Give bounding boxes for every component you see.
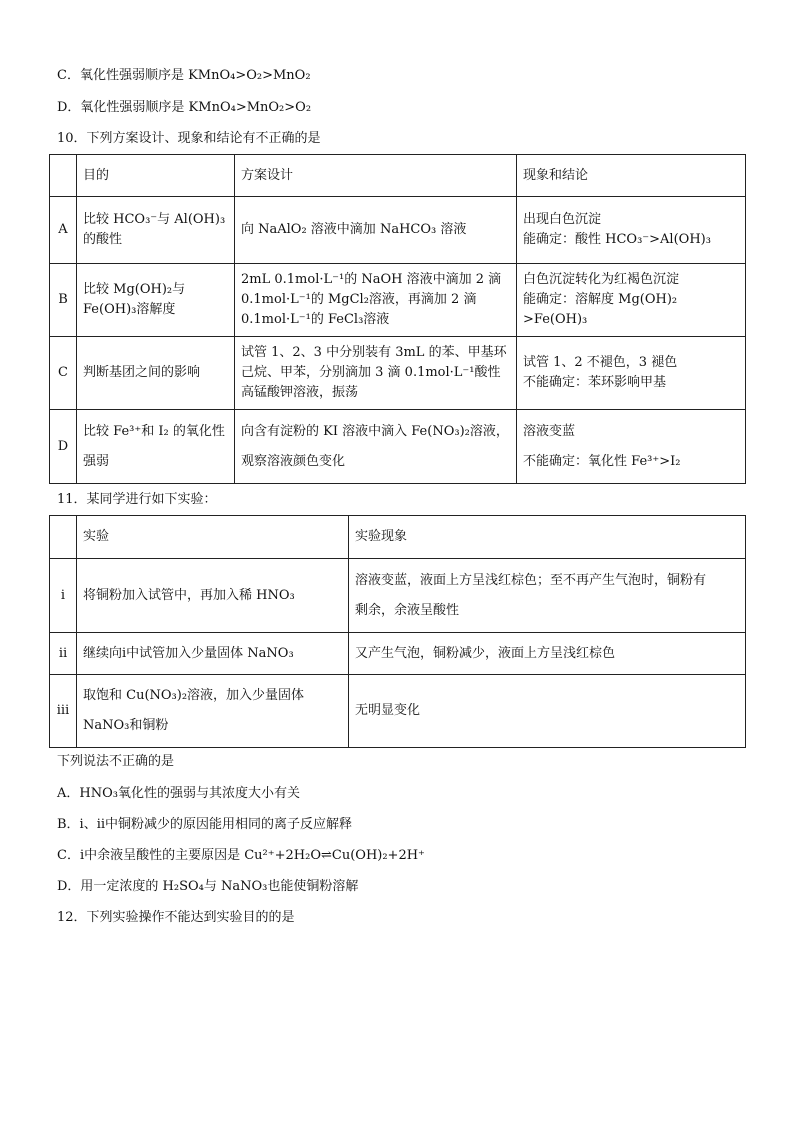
cell-line: 高锰酸钾溶液，振荡 (241, 385, 359, 400)
table-row (50, 337, 746, 410)
row-label: ⅱ (50, 633, 77, 675)
row-label: A (50, 197, 77, 264)
experiment-cell (77, 559, 349, 633)
cell-line: NaNO₃和铜粉 (83, 718, 169, 733)
q11-table (49, 515, 746, 748)
experiment-cell (77, 675, 349, 748)
q10-table (49, 154, 746, 484)
design-cell (235, 337, 517, 410)
row-label: ⅲ (50, 675, 77, 748)
cell-line: 观察溶液颜色变化 (241, 453, 346, 469)
cell-line: 无明显变化 (355, 703, 421, 718)
table-row (50, 264, 746, 337)
cell-line: 出现白色沉淀 (523, 212, 602, 227)
q11-header-blank (50, 516, 77, 559)
question-12-stem: 12．下列实验操作不能达到实验目的的是 (57, 910, 295, 925)
cell-line: 比较 Fe³⁺和 I₂ 的氧化性 (83, 423, 225, 439)
q11-option-d: D．用一定浓度的 H₂SO₄与 NaNO₃也能使铜粉溶解 (57, 879, 359, 894)
cell-line: 不能确定：苯环影响甲基 (523, 375, 667, 390)
table-row (50, 559, 746, 633)
cell-line: >Fe(OH)₃ (523, 312, 588, 327)
cell-line: 白色沉淀转化为红褐色沉淀 (523, 272, 680, 287)
q11-header-phenomenon: 实验现象 (349, 516, 746, 559)
row-label: ⅰ (50, 559, 77, 633)
result-cell (517, 337, 746, 410)
cell-line: 的酸性 (83, 232, 123, 247)
q10-header-result: 现象和结论 (517, 155, 746, 197)
table-row (50, 410, 746, 484)
purpose-cell (77, 410, 235, 484)
phenomenon-cell (349, 559, 746, 633)
q11-option-c: C．ⅰ中余液呈酸性的主要原因是 Cu²⁺+2H₂O⇌Cu(OH)₂+2H⁺ (57, 848, 425, 863)
q10-header-blank (50, 155, 77, 197)
question-10-stem: 10．下列方案设计、现象和结论有不正确的是 (57, 131, 321, 146)
cell-line: 2mL 0.1mol·L⁻¹的 NaOH 溶液中滴加 2 滴 (241, 272, 502, 287)
cell-line: 溶液变蓝 (523, 423, 576, 439)
purpose-cell (77, 197, 235, 264)
q10-header-design: 方案设计 (235, 155, 517, 197)
q11-option-b: B．ⅰ、ⅱ中铜粉减少的原因能用相同的离子反应解释 (57, 817, 353, 832)
cell-line: 取饱和 Cu(NO₃)₂溶液，加入少量固体 (83, 688, 305, 703)
experiment-cell (77, 633, 349, 675)
question-11-stem: 11．某同学进行如下实验： (57, 492, 217, 507)
row-label: D (50, 410, 77, 484)
cell-line: 试管 1、2、3 中分别装有 3mL 的苯、甲基环 (241, 345, 507, 360)
cell-line: 将铜粉加入试管中，再加入稀 HNO₃ (83, 587, 295, 603)
q11-header-row (50, 516, 746, 559)
cell-line: 试管 1、2 不褪色，3 褪色 (523, 355, 678, 370)
purpose-cell (77, 264, 235, 337)
design-cell (235, 197, 517, 264)
q11-question: 下列说法不正确的是 (57, 754, 175, 769)
cell-line: 不能确定：氧化性 Fe³⁺>I₂ (523, 453, 681, 469)
option-d-q9: D．氧化性强弱顺序是 KMnO₄>MnO₂>O₂ (57, 100, 312, 115)
cell-line: 继续向ⅰ中试管加入少量固体 NaNO₃ (83, 645, 294, 661)
cell-line: 比较 Mg(OH)₂与 (83, 282, 186, 297)
table-row (50, 675, 746, 748)
row-label: B (50, 264, 77, 337)
result-cell (517, 197, 746, 264)
cell-line: 0.1mol·L⁻¹的 MgCl₂溶液，再滴加 2 滴 (241, 292, 477, 307)
cell-line: 剩余，余液呈酸性 (355, 602, 460, 618)
cell-line: 能确定：酸性 HCO₃⁻>Al(OH)₃ (523, 232, 711, 247)
phenomenon-cell (349, 633, 746, 675)
cell-line: 能确定：溶解度 Mg(OH)₂ (523, 292, 678, 307)
cell-line: 向 NaAlO₂ 溶液中滴加 NaHCO₃ 溶液 (241, 222, 467, 237)
cell-line: 己烷、甲苯，分别滴加 3 滴 0.1mol·L⁻¹酸性 (241, 365, 501, 380)
cell-line: 比较 HCO₃⁻与 Al(OH)₃ (83, 212, 226, 227)
design-cell (235, 264, 517, 337)
result-cell (517, 410, 746, 484)
option-c-q9: C．氧化性强弱顺序是 KMnO₄>O₂>MnO₂ (57, 68, 311, 83)
purpose-cell (77, 337, 235, 410)
q10-header-purpose: 目的 (77, 155, 235, 197)
table-row (50, 633, 746, 675)
table-row (50, 197, 746, 264)
cell-line: 强弱 (83, 453, 110, 469)
cell-line: Fe(OH)₃溶解度 (83, 302, 176, 317)
cell-line: 判断基团之间的影响 (83, 365, 201, 380)
cell-line: 向含有淀粉的 KI 溶液中滴入 Fe(NO₃)₂溶液， (241, 423, 509, 439)
q11-option-a: A．HNO₃氧化性的强弱与其浓度大小有关 (57, 786, 300, 801)
phenomenon-cell (349, 675, 746, 748)
cell-line: 溶液变蓝，液面上方呈浅红棕色；至不再产生气泡时，铜粉有 (355, 572, 707, 588)
design-cell (235, 410, 517, 484)
q10-header-row (50, 155, 746, 197)
result-cell (517, 264, 746, 337)
cell-line: 0.1mol·L⁻¹的 FeCl₃溶液 (241, 312, 390, 327)
q11-header-experiment: 实验 (77, 516, 349, 559)
row-label: C (50, 337, 77, 410)
cell-line: 又产生气泡，铜粉减少，液面上方呈浅红棕色 (355, 645, 616, 661)
